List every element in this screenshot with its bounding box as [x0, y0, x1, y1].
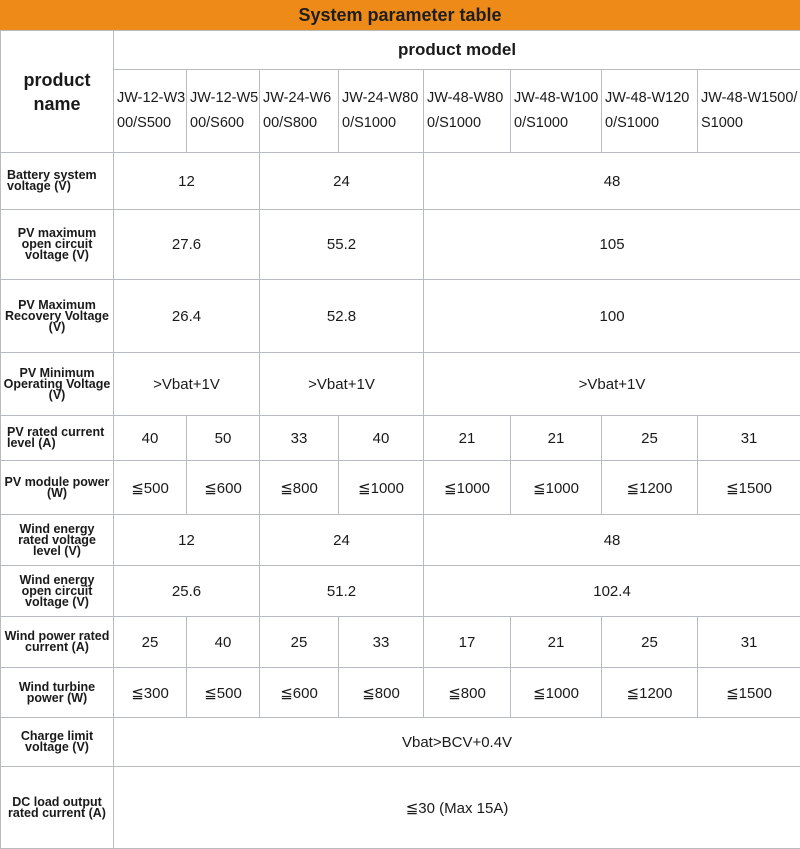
value-cell: ≦300 [114, 668, 187, 718]
table-row [1, 718, 800, 767]
model-cell: JW-24-W800/S1000 [339, 70, 424, 153]
value-cell: 25 [602, 416, 698, 461]
value-cell: ≦800 [260, 461, 339, 515]
model-cell: JW-12-W300/S500 [114, 70, 187, 153]
value-cell: 48 [424, 515, 800, 566]
value-cell: ≦1000 [424, 461, 511, 515]
value-cell: 31 [698, 416, 800, 461]
value-cell: ≦1500 [698, 461, 800, 515]
table-row [1, 416, 800, 461]
value-cell: ≦1000 [511, 461, 602, 515]
value-cell: 25.6 [114, 566, 260, 617]
model-cell: JW-12-W500/S600 [187, 70, 260, 153]
value-cell: 105 [424, 210, 800, 280]
product-model-header: product model [114, 31, 800, 70]
table-row [1, 210, 800, 280]
row-label: Wind power rated current (A) [1, 617, 114, 668]
row-label: PV rated current level (A) [1, 416, 114, 461]
value-cell: 31 [698, 617, 800, 668]
value-cell: ≦1200 [602, 668, 698, 718]
model-cell: JW-48-W1000/S1000 [511, 70, 602, 153]
table-row [1, 153, 800, 210]
value-cell: 25 [602, 617, 698, 668]
value-cell: 40 [187, 617, 260, 668]
table-row [1, 515, 800, 566]
value-cell: 25 [114, 617, 187, 668]
value-cell: ≦1000 [339, 461, 424, 515]
row-label: Wind turbine power (W) [1, 668, 114, 718]
table-row [1, 353, 800, 416]
value-cell: ≦600 [187, 461, 260, 515]
value-cell: ≦1200 [602, 461, 698, 515]
value-cell: 33 [260, 416, 339, 461]
table-row [1, 566, 800, 617]
value-cell: ≦500 [114, 461, 187, 515]
value-cell: 40 [339, 416, 424, 461]
value-cell: 24 [260, 515, 424, 566]
table-title: System parameter table [0, 0, 800, 30]
table-row [1, 668, 800, 718]
value-cell: 100 [424, 280, 800, 353]
value-cell: 21 [511, 416, 602, 461]
value-cell: 51.2 [260, 566, 424, 617]
value-cell: ≦1500 [698, 668, 800, 718]
value-cell: 21 [511, 617, 602, 668]
row-label: DC load output rated current (A) [1, 767, 114, 849]
value-cell: 25 [260, 617, 339, 668]
value-cell: 55.2 [260, 210, 424, 280]
value-cell: 52.8 [260, 280, 424, 353]
row-label: Wind energy open circuit voltage (V) [1, 566, 114, 617]
value-cell: 102.4 [424, 566, 800, 617]
value-cell: ≦30 (Max 15A) [114, 767, 800, 849]
value-cell: 21 [424, 416, 511, 461]
value-cell: 27.6 [114, 210, 260, 280]
value-cell: >Vbat+1V [260, 353, 424, 416]
value-cell: >Vbat+1V [424, 353, 800, 416]
model-cell: JW-48-W800/S1000 [424, 70, 511, 153]
value-cell: 40 [114, 416, 187, 461]
row-label: PV maximum open circuit voltage (V) [1, 210, 114, 280]
value-cell: ≦600 [260, 668, 339, 718]
value-cell: >Vbat+1V [114, 353, 260, 416]
value-cell: 26.4 [114, 280, 260, 353]
value-cell: 48 [424, 153, 800, 210]
model-cell: JW-48-W1500/S1000 [698, 70, 800, 153]
row-label: Wind energy rated voltage level (V) [1, 515, 114, 566]
value-cell: ≦500 [187, 668, 260, 718]
table-row [1, 461, 800, 515]
row-label: PV module power (W) [1, 461, 114, 515]
model-cell: JW-24-W600/S800 [260, 70, 339, 153]
value-cell: 12 [114, 153, 260, 210]
value-cell: ≦800 [424, 668, 511, 718]
row-label: Charge limit voltage (V) [1, 718, 114, 767]
value-cell: 24 [260, 153, 424, 210]
model-cell: JW-48-W1200/S1000 [602, 70, 698, 153]
value-cell: 50 [187, 416, 260, 461]
table-row [1, 767, 800, 849]
table-row [1, 617, 800, 668]
value-cell: 33 [339, 617, 424, 668]
value-cell: ≦1000 [511, 668, 602, 718]
row-label: PV Minimum Operating Voltage (V) [1, 353, 114, 416]
header-row-1 [1, 31, 800, 70]
value-cell: ≦800 [339, 668, 424, 718]
system-parameter-table [0, 30, 800, 849]
value-cell: Vbat>BCV+0.4V [114, 718, 800, 767]
row-label: Battery system voltage (V) [1, 153, 114, 210]
product-name-header: product name [1, 31, 114, 153]
row-label: PV Maximum Recovery Voltage (V) [1, 280, 114, 353]
table-row [1, 280, 800, 353]
value-cell: 12 [114, 515, 260, 566]
value-cell: 17 [424, 617, 511, 668]
header-row-2 [1, 70, 800, 153]
